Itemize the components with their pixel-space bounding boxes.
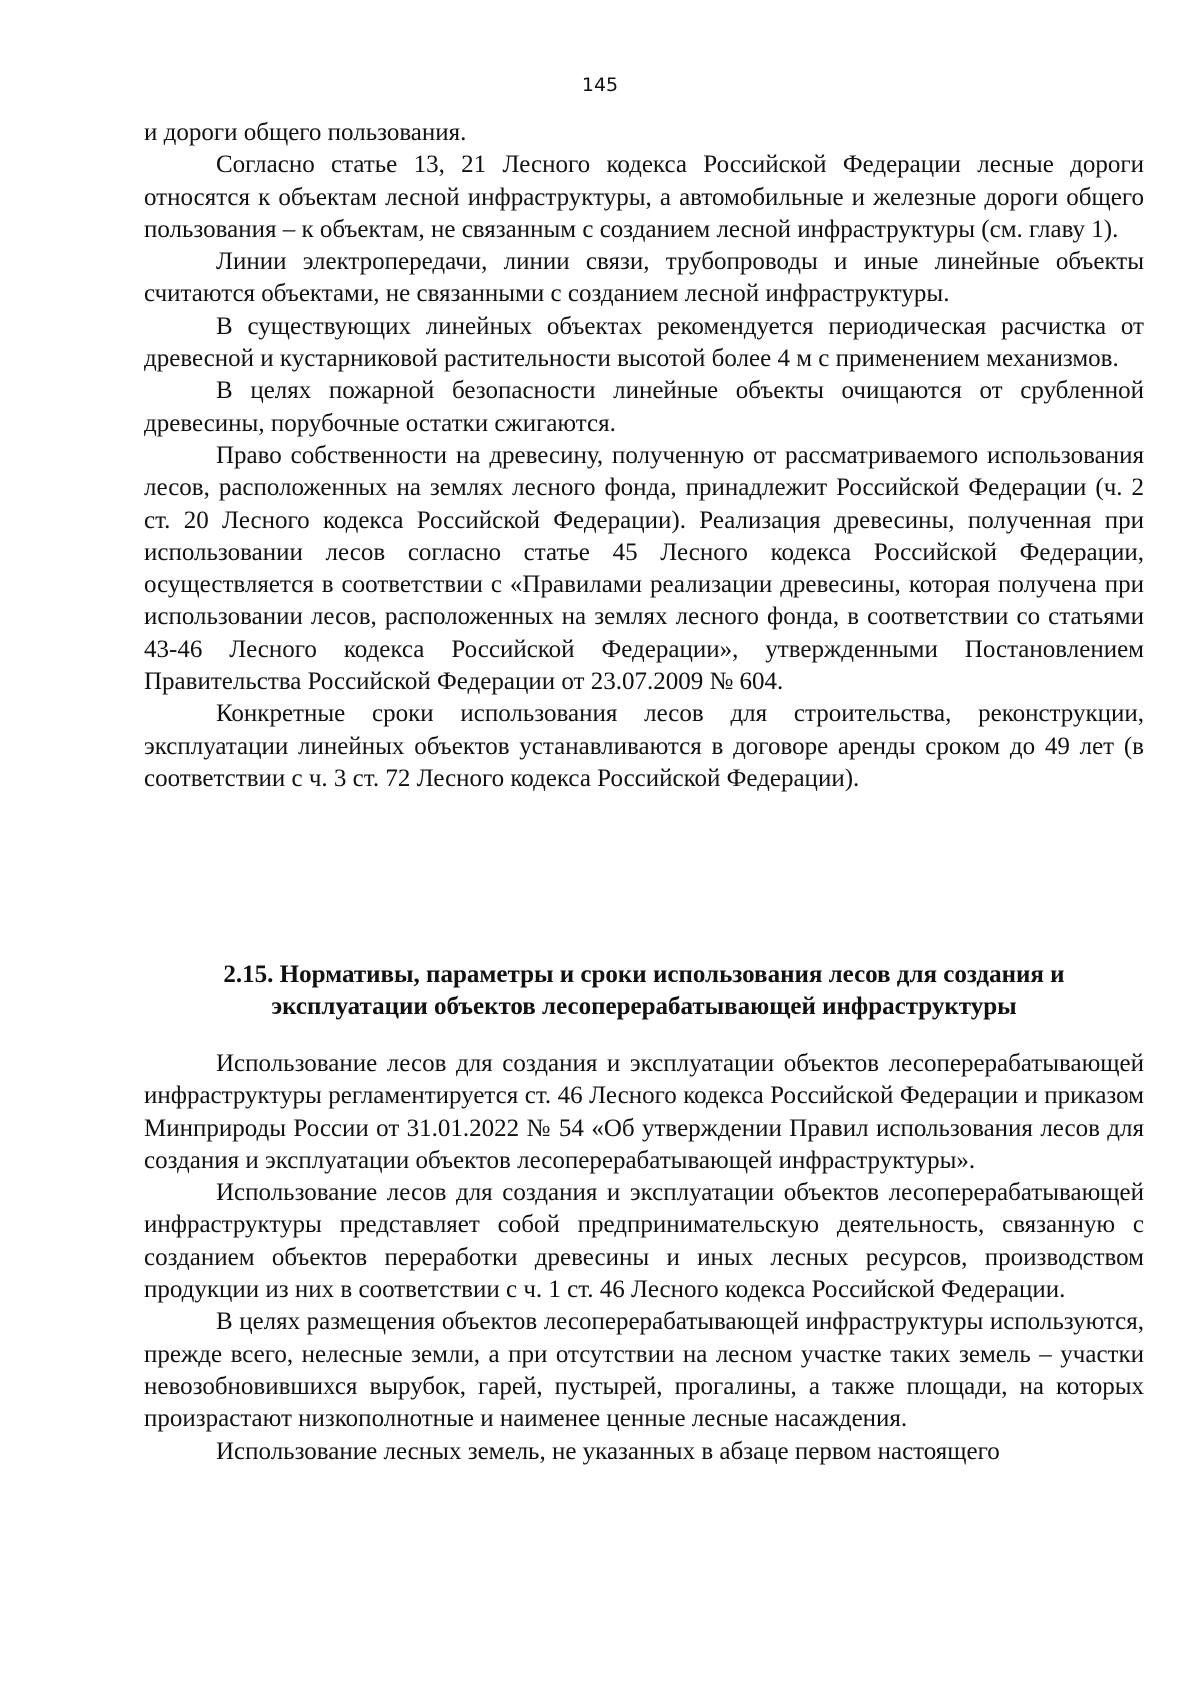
paragraph-truncated: Использование лесных земель, не указанных в абзаце первом настоящего bbox=[216, 1437, 1000, 1465]
section-heading bbox=[144, 959, 1144, 1023]
page-number: 145 bbox=[581, 74, 619, 96]
paragraph: В целях пожарной безопасности линейные объекты очищаются от срубленной древесины, порубочные остатки сжигаются. bbox=[144, 377, 1144, 437]
paragraph: В существующих линейных объектах рекомендуется периодическая расчистка от древесной и кустарниковой растительности высотой более 4 м с применением механизмов. bbox=[144, 312, 1144, 373]
paragraph: Конкретные сроки использования лесов для строительства, реконструкции, эксплуатации линейных объектов устанавливаются в договоре аренды сроком до 49 лет (в соответствии с ч. 3 ст. 72 Лесного кодекса Российской Федерации). bbox=[144, 700, 1144, 792]
section-heading-line-1: 2.15. Нормативы, параметры и сроки использования лесов для создания и bbox=[223, 961, 1065, 988]
paragraph: Использование лесов для создания и эксплуатации объектов лесоперерабатывающей инфраструктуры регламентируется ст. 46 Лесного кодекса Российской Федерации и приказом Минприроды России от 31.01.2022 № 54 «Об утверждении Правил использования лесов для создания и эксплуатации объектов лесоперерабатывающей инфраструктуры». bbox=[144, 1050, 1144, 1174]
body-section-linear-objects bbox=[144, 117, 1144, 795]
paragraph: Линии электропередачи, линии связи, трубопроводы и иные линейные объекты считаются объектами, не связанными с созданием лесной инфраструктуры. bbox=[144, 248, 1144, 308]
paragraph: Использование лесов для создания и эксплуатации объектов лесоперерабатывающей инфраструктуры представляет собой предпринимательскую деятельность, связанную с созданием объектов переработки древесины и иных лесных ресурсов, производством продукции из них в соответствии с ч. 1 ст. 46 Лесного кодекса Российской Федерации. bbox=[144, 1179, 1144, 1304]
body-section-wood-processing bbox=[144, 1048, 1144, 1468]
paragraph: В целях размещения объектов лесоперерабатывающей инфраструктуры используются, прежде всего, нелесные земли, а при отсутствии на лесном участке таких земель – участки невозобновившихся вырубок, гарей, пустырей, прогалины, а также площади, на которых произрастают низкополнотные и наименее ценные лесные насаждения. bbox=[144, 1308, 1144, 1433]
section-heading-line-2: эксплуатации объектов лесоперерабатывающей инфраструктуры bbox=[271, 993, 1017, 1020]
paragraph: Право собственности на древесину, полученную от рассматриваемого использования лесов, расположенных на землях лесного фонда, принадлежит Российской Федерации (ч. 2 ст. 20 Лесного кодекса Российской Федерации). Реализация древесины, полученная при использовании лесов согласно статье 45 Лесного кодекса Российской Федерации, осуществляется в соответствии с «Правилами реализации древесины, которая получена при использовании лесов, расположенных на землях лесного фонда, в соответствии со статьями 43-46 Лесного кодекса Российской Федерации», утвержденными Постановлением Правительства Российской Федерации от 23.07.2009 № 604. bbox=[144, 441, 1144, 696]
paragraph: Согласно статье 13, 21 Лесного кодекса Российской Федерации лесные дороги относятся к объектам лесной инфраструктуры, а автомобильные и железные дороги общего пользования – к объектам, не связанным с созданием лесной инфраструктуры (см. главу 1). bbox=[144, 151, 1144, 243]
paragraph-continuation: и дороги общего пользования. bbox=[144, 119, 467, 146]
